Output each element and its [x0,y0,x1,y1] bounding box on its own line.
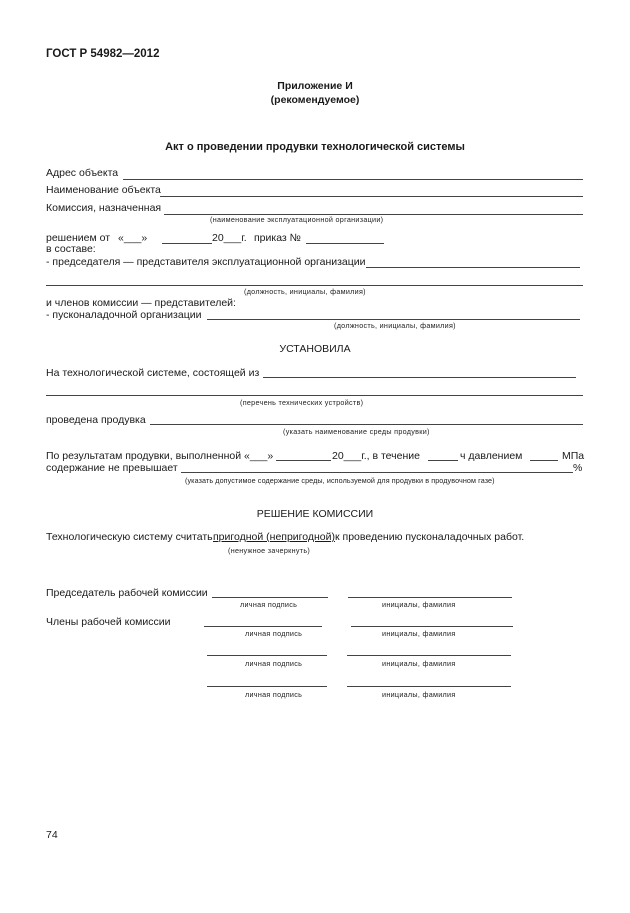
pressure-field[interactable] [530,460,558,461]
signature-caption: личная подпись [240,600,298,609]
document-header: ГОСТ Р 54982—2012 [46,48,160,60]
members-label: и членов комиссии — представителей: [46,297,236,309]
appendix-title: Приложение И [277,80,353,92]
decision-heading: РЕШЕНИЕ КОМИССИИ [256,508,374,520]
results-month-field[interactable] [276,460,331,461]
chairman-field[interactable] [366,267,580,268]
startup-org-label: - пусконаладочной организации [46,309,202,321]
name-caption: инициалы, фамилия [382,600,456,609]
member3-name-field[interactable] [347,686,511,687]
content-field[interactable] [181,472,573,473]
member1-signature-field[interactable] [204,626,322,627]
hours-field[interactable] [428,460,458,461]
object-name-label: Наименование объекта [46,184,161,196]
address-label: Адрес объекта [46,167,119,179]
composition-label: в составе: [46,243,96,255]
decision-prefix: решением от [46,232,110,244]
member2-signature-field[interactable] [207,655,327,656]
medium-caption: (указать наименование среды продувки) [283,427,430,436]
address-field[interactable] [123,179,583,180]
chairman-signature-field[interactable] [212,597,328,598]
order-number-field[interactable] [306,243,384,244]
name-caption: инициалы, фамилия [382,629,456,638]
hours-text: ч давлением [460,450,523,462]
startup-org-caption: (должность, инициалы, фамилия) [334,321,456,330]
signature-caption: личная подпись [245,629,303,638]
system-field-continued[interactable] [46,395,583,396]
content-label: содержание не превышает [46,462,178,474]
content-caption: (указать допустимое содержание среды, используемой для продувки в продувочном газе) [185,476,495,485]
object-name-field[interactable] [160,196,583,197]
chairman-caption: (должность, инициалы, фамилия) [244,287,366,296]
chairman-name-field[interactable] [348,597,512,598]
decision-order-label: приказ № [254,232,301,244]
name-caption: инициалы, фамилия [382,690,456,699]
decision-month-field[interactable] [162,243,212,244]
act-title: Акт о проведении продувки технологической системы [165,141,465,153]
decision-text-end: к проведению пусконаладочных работ. [335,531,525,543]
commission-caption: (наименование эксплуатационной организации) [210,215,384,224]
decision-year: 20___г. [212,232,247,244]
signature-caption: личная подпись [245,690,303,699]
established-heading: УСТАНОВИЛА [279,343,351,355]
commission-label: Комиссия, назначенная [46,202,162,214]
system-field[interactable] [263,377,576,378]
startup-org-field[interactable] [207,319,580,320]
signature-caption: личная подпись [245,659,303,668]
decision-text-start: Технологическую систему считать [46,531,213,543]
results-text: По результатам продувки, выполненной «___» [46,450,274,462]
member3-signature-field[interactable] [207,686,327,687]
purge-medium-field[interactable] [150,424,583,425]
devices-caption: (перечень технических устройств) [240,398,364,407]
decision-day: «___» [118,232,148,244]
member1-name-field[interactable] [351,626,513,627]
page-number: 74 [46,829,58,841]
name-caption: инициалы, фамилия [382,659,456,668]
appendix-subtitle: (рекомендуемое) [270,94,360,106]
members-signature-label: Члены рабочей комиссии [46,616,171,628]
chairman-signature-label: Председатель рабочей комиссии [46,587,208,599]
pressure-unit: МПа [562,450,585,462]
percent-sign: % [573,462,583,474]
member2-name-field[interactable] [347,655,511,656]
chairman-label: - председателя — представителя эксплуатационной организации [46,256,366,268]
status-caption: (ненужное зачеркнуть) [228,546,311,555]
results-year-text: 20___г., в течение [332,450,420,462]
chairman-field-continued[interactable] [46,285,583,286]
purge-label: проведена продувка [46,414,146,426]
suitability-status[interactable]: пригодной (непригодной) [213,531,336,543]
system-label: На технологической системе, состоящей из [46,367,260,379]
